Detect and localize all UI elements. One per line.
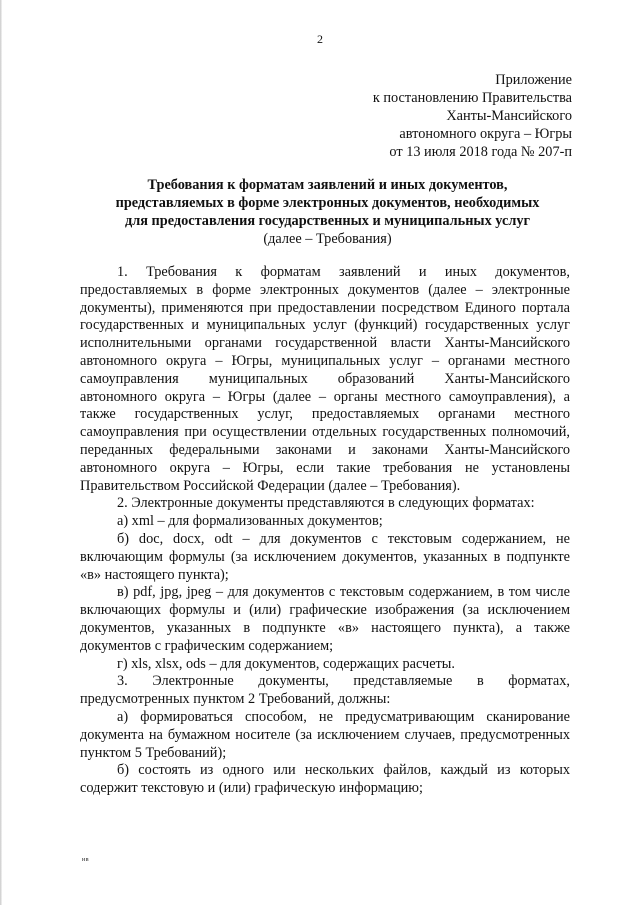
appendix-line: Ханты-Мансийского bbox=[446, 108, 572, 124]
document-title bbox=[80, 176, 575, 248]
paragraph: г) xls, xlsx, ods – для документов, содержащих расчеты. bbox=[117, 655, 455, 672]
appendix-line: от 13 июля 2018 года № 207-п bbox=[389, 144, 572, 160]
title-line: для предоставления государственных и муниципальных услуг bbox=[124, 213, 531, 229]
paragraph: 1. Требования к форматам заявлений и иных документов, предоставляемых в форме электронных документов (далее – электронные документы), применяются при предоставлении посредством Единого портала государственных и муниципальных услуг (функций) государственных услуг исполнительными органами государственной власти Ханты-Мансийского автономного округа – Югры, муниципальных услуг – органами местного самоуправления муниципальных образований Ханты-Мансийского автономного округа – Югры (далее – органы местного самоуправления), а также государственных услуг, предоставляемых органами местного самоуправления при осуществлении отдельных государственных полномочий, переданных федеральными законами и законами Ханты-Мансийского автономного округа – Югры, если такие требования не установлены Правительством Российской Федерации (далее – Требования). bbox=[80, 264, 570, 494]
scan-edge bbox=[0, 0, 2, 905]
appendix-line: автономного округа – Югры bbox=[399, 126, 572, 142]
paragraph: 2. Электронные документы представляются в следующих форматах: bbox=[117, 495, 535, 512]
appendix-line: Приложение bbox=[495, 72, 572, 88]
paragraph: 3. Электронные документы, представляемые в форматах, предусмотренных пунктом 2 Требований, должны: bbox=[80, 673, 570, 708]
appendix-line: к постановлению Правительства bbox=[372, 90, 572, 106]
paragraph: б) состоять из одного или нескольких файлов, каждый из которых содержит текстовую и (или) графическую информацию; bbox=[80, 762, 570, 797]
paragraph: а) формироваться способом, не предусматривающим сканирование документа на бумажном носителе (за исключением случаев, предусмотренных пунктом 5 Требований); bbox=[80, 708, 570, 761]
title-line: Требования к форматам заявлений и иных документов, bbox=[147, 177, 508, 193]
page-number: 2 bbox=[317, 32, 323, 46]
paragraph: б) doc, docx, odt – для документов с текстовым содержанием, не включающим формулы (за исключением документов, указанных в подпункте «в» настоящего пункта); bbox=[80, 530, 570, 583]
paragraph: а) xml – для формализованных документов; bbox=[117, 513, 383, 530]
footer-mark: нв bbox=[82, 857, 90, 863]
appendix-header bbox=[373, 71, 572, 161]
title-subtitle: (далее – Требования) bbox=[263, 231, 392, 247]
title-line: представляемых в форме электронных документов, необходимых bbox=[115, 195, 540, 211]
document-body bbox=[80, 264, 570, 798]
paragraph: в) pdf, jpg, jpeg – для документов с текстовым содержанием, в том числе включающих формулы и (или) графические изображения (за исключением документов, указанных в подпункте «в» настоящего пункта), а также документов с графическим содержанием; bbox=[80, 584, 570, 654]
